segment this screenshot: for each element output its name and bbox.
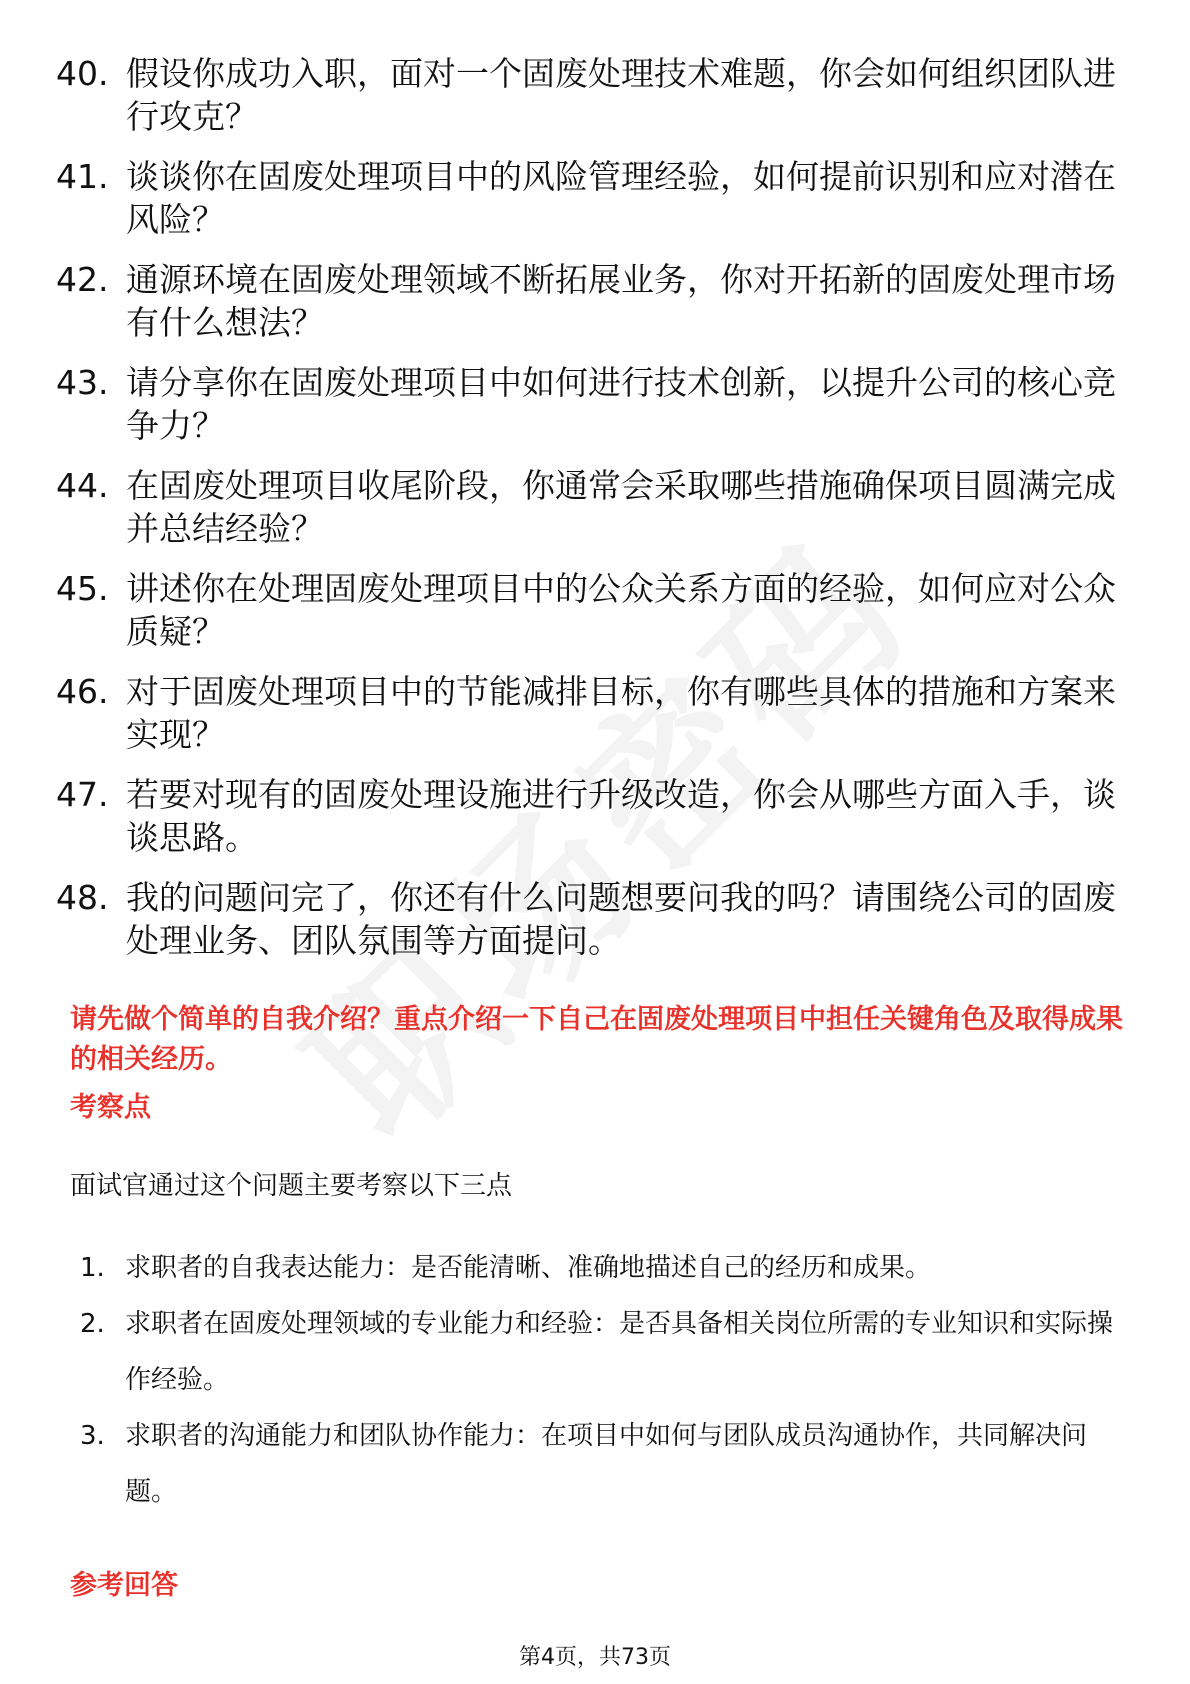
list-item xyxy=(56,361,1116,447)
question-number: 48. xyxy=(56,878,109,917)
list-item xyxy=(56,567,1116,653)
list-item xyxy=(56,773,1116,859)
point-text: 求职者在固废处理领域的专业能力和经验：是否具备相关岗位所需的专业知识和实际操作经验。 xyxy=(125,1309,1114,1395)
question-text: 谈谈你在固废处理项目中的风险管理经验，如何提前识别和应对潜在风险？ xyxy=(126,157,1116,239)
question-number: 47. xyxy=(56,775,109,814)
question-text: 假设你成功入职，面对一个固废处理技术难题，你会如何组织团队进行攻克？ xyxy=(126,54,1116,136)
list-item xyxy=(56,258,1116,344)
question-number: 42. xyxy=(56,260,109,299)
list-item xyxy=(80,1296,1120,1408)
question-number: 40. xyxy=(56,54,109,93)
question-number: 41. xyxy=(56,157,109,196)
list-item xyxy=(56,670,1116,756)
list-item xyxy=(56,876,1116,962)
list-item xyxy=(80,1408,1120,1520)
point-text: 求职者的沟通能力和团队协作能力：在项目中如何与团队成员沟通协作，共同解决问题。 xyxy=(125,1421,1088,1507)
point-text: 求职者的自我表达能力：是否能清晰、准确地描述自己的经历和成果。 xyxy=(125,1253,932,1283)
question-text: 在固废处理项目收尾阶段，你通常会采取哪些措施确保项目圆满完成并总结经验？ xyxy=(126,466,1116,548)
highlight-question: 请先做个简单的自我介绍？重点介绍一下自己在固废处理项目中担任关键角色及取得成果的相关经历。 xyxy=(70,1004,1123,1075)
point-list xyxy=(80,1240,1120,1520)
question-number: 44. xyxy=(56,466,109,505)
list-item xyxy=(56,155,1116,241)
page-number: 第4页，共73页 xyxy=(519,1645,671,1670)
question-text: 若要对现有的固废处理设施进行升级改造，你会从哪些方面入手，谈谈思路。 xyxy=(126,775,1116,857)
point-number: 3. xyxy=(80,1421,105,1451)
question-text: 讲述你在处理固废处理项目中的公众关系方面的经验，如何应对公众质疑？ xyxy=(126,569,1116,651)
intro-text: 面试官通过这个问题主要考察以下三点 xyxy=(70,1171,513,1201)
list-item xyxy=(56,52,1116,138)
question-number: 46. xyxy=(56,672,109,711)
list-item xyxy=(56,464,1116,550)
point-number: 2. xyxy=(80,1309,105,1339)
question-list xyxy=(56,52,1116,979)
list-item xyxy=(80,1240,1120,1296)
question-number: 45. xyxy=(56,569,109,608)
question-text: 通源环境在固废处理领域不断拓展业务，你对开拓新的固废处理市场有什么想法？ xyxy=(126,260,1116,342)
question-text: 我的问题问完了，你还有什么问题想要问我的吗？请围绕公司的固废处理业务、团队氛围等方面提问。 xyxy=(126,878,1116,960)
section-heading-focus: 考察点 xyxy=(70,1092,151,1123)
point-number: 1. xyxy=(80,1253,105,1283)
question-text: 请分享你在固废处理项目中如何进行技术创新，以提升公司的核心竞争力？ xyxy=(126,363,1116,445)
question-number: 43. xyxy=(56,363,109,402)
question-text: 对于固废处理项目中的节能减排目标，你有哪些具体的措施和方案来实现？ xyxy=(126,672,1116,754)
section-heading-answer: 参考回答 xyxy=(70,1570,178,1601)
